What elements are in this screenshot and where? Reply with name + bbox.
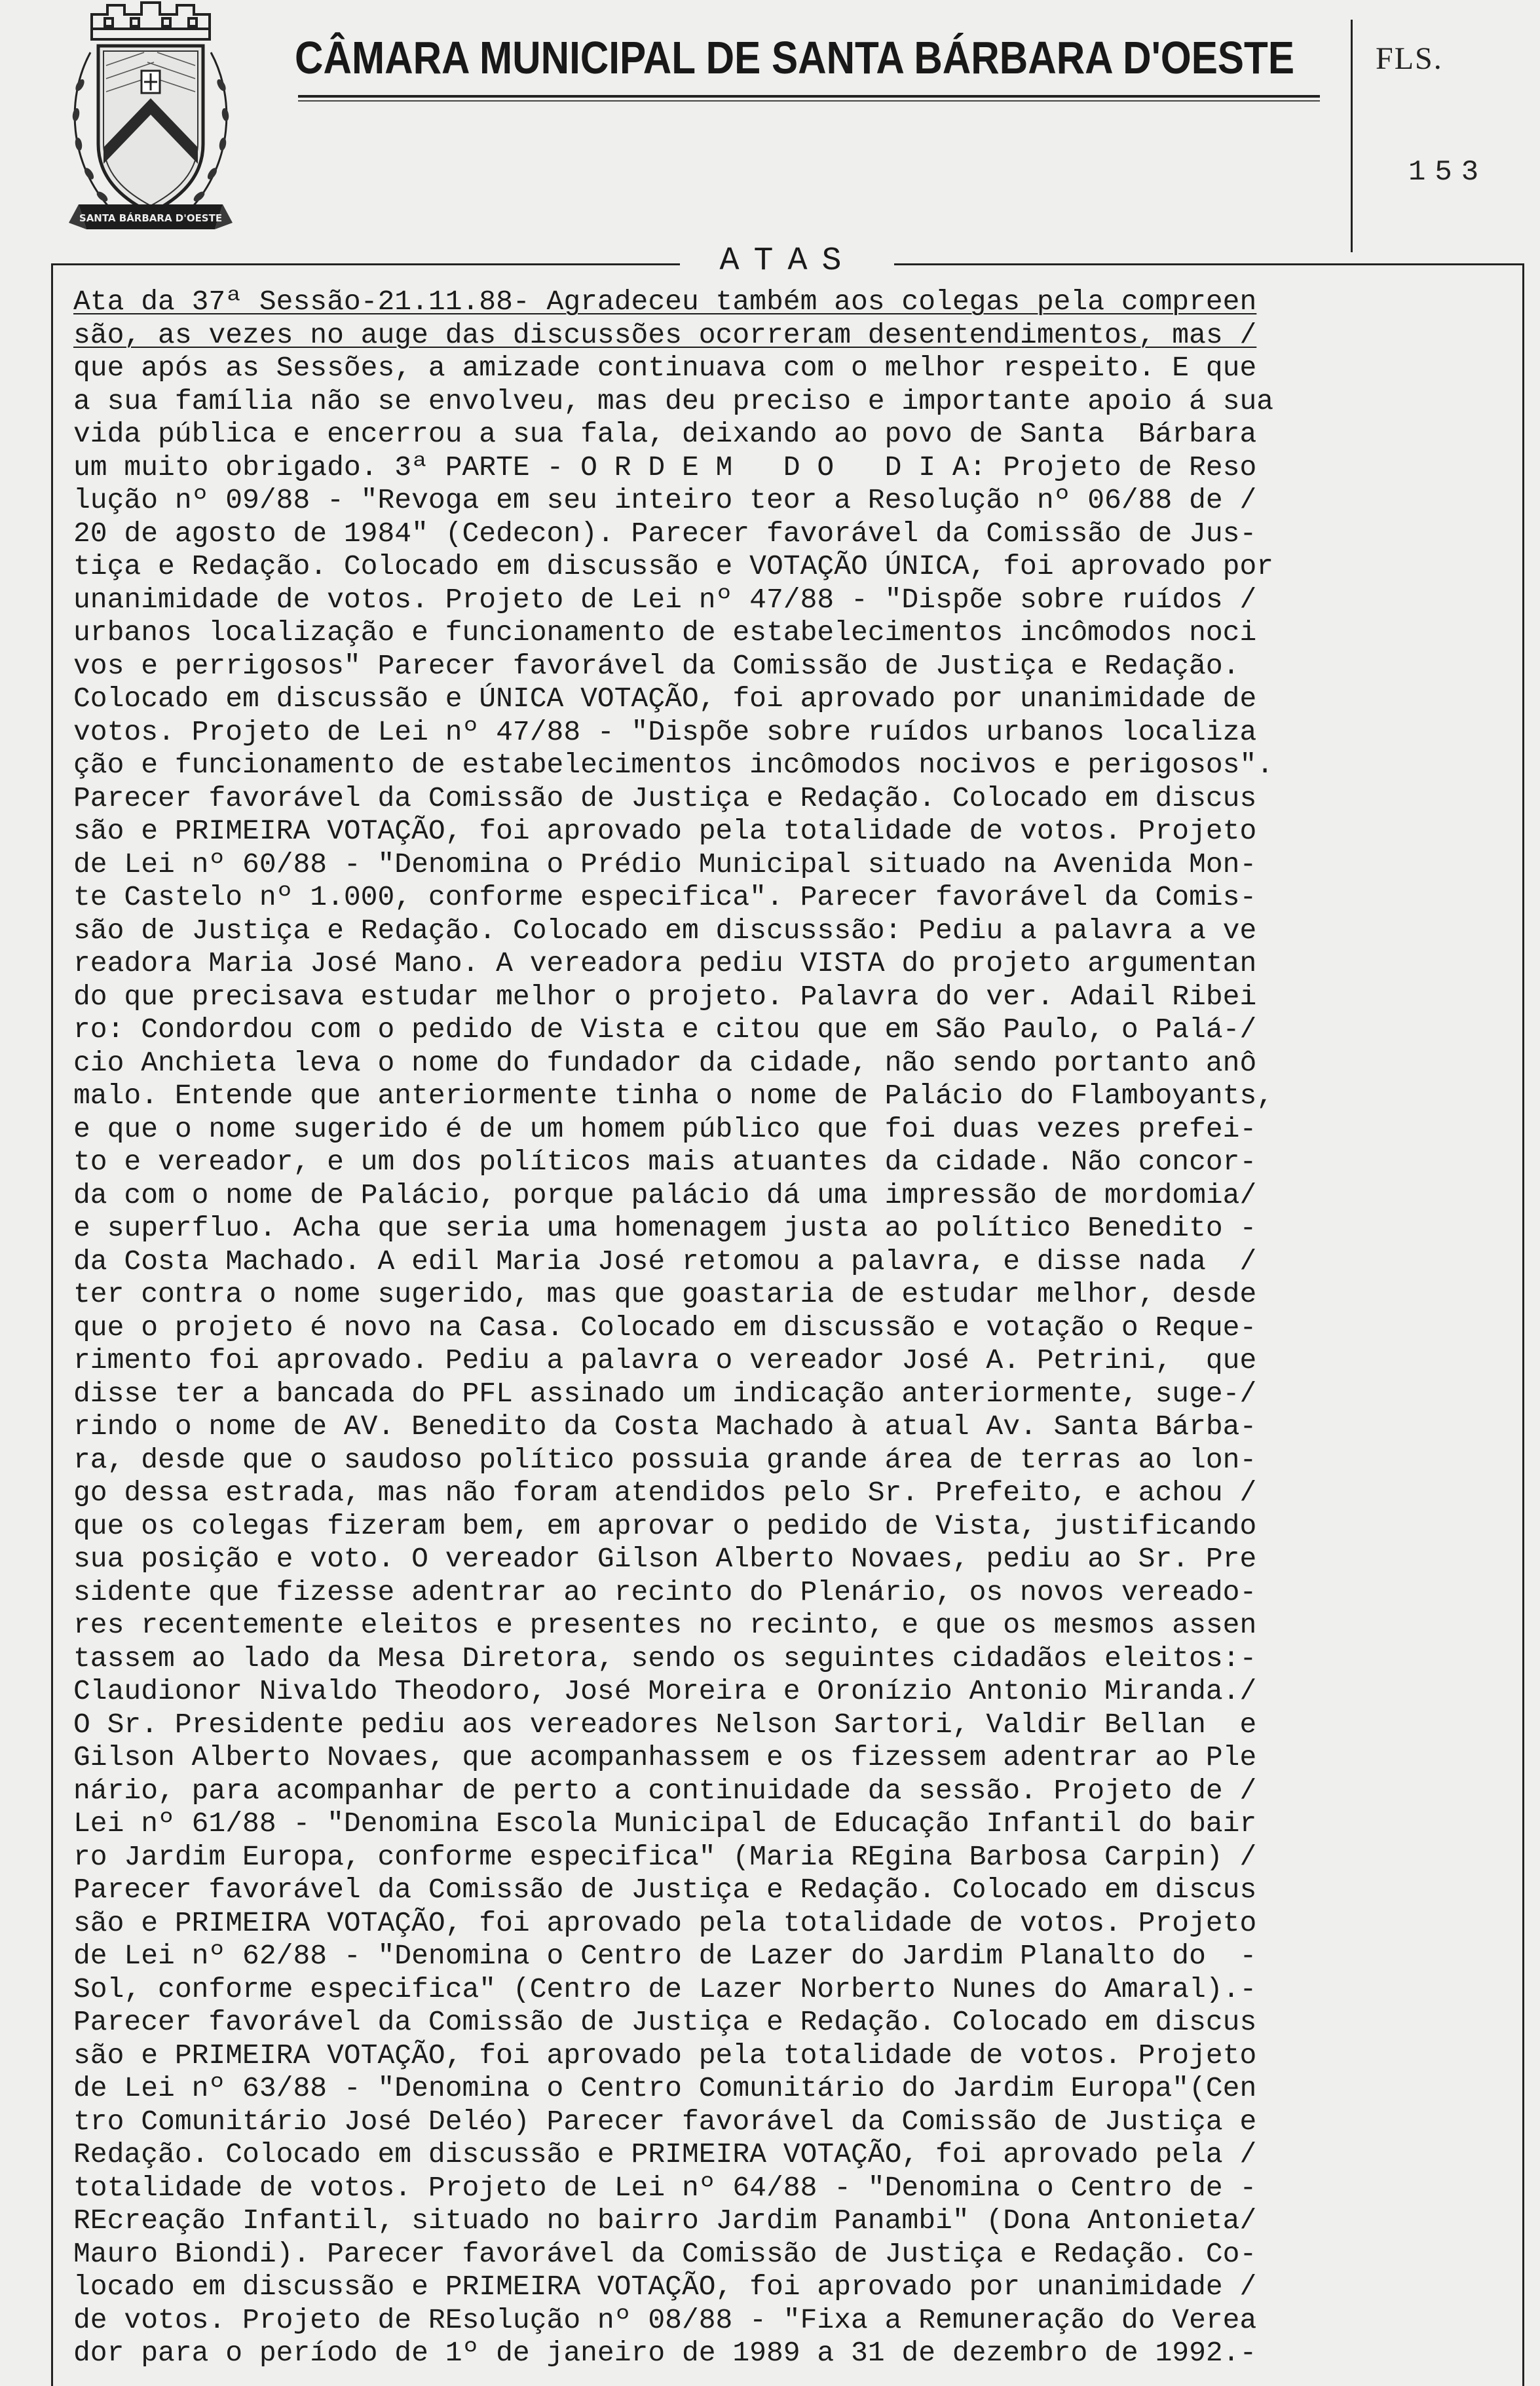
minutes-line: go dessa estrada, mas não foram atendidos pelo Sr. Prefeito, e achou / — [73, 1477, 1257, 1509]
minutes-line: Sol, conforme especifica" (Centro de Lazer Norberto Nunes do Amaral).- — [73, 1973, 1257, 2005]
minutes-line: nário, para acompanhar de perto a continuidade da sessão. Projeto de / — [73, 1774, 1257, 1807]
minutes-line: urbanos localização e funcionamento de estabelecimentos incômodos noci — [73, 616, 1257, 649]
minutes-line: res recentemente eleitos e presentes no recinto, e que os mesmos assen — [73, 1609, 1257, 1641]
minutes-line: vida pública e encerrou a sua fala, deixando ao povo de Santa Bárbara — [73, 418, 1257, 450]
minutes-line: dor para o período de 1º de janeiro de 1989 a 31 de dezembro de 1992.- — [73, 2337, 1257, 2369]
minutes-line: readora Maria José Mano. A vereadora pediu VISTA do projeto argumentan — [73, 947, 1257, 979]
minutes-line: REcreação Infantil, situado no bairro Jardim Panambi" (Dona Antonieta/ — [73, 2205, 1257, 2237]
minutes-line: disse ter a bancada do PFL assinado um indicação anteriormente, suge-/ — [73, 1377, 1257, 1410]
minutes-line: Parecer favorável da Comissão de Justiça e Redação. Colocado em discus — [73, 1874, 1257, 1906]
minutes-line: rimento foi aprovado. Pediu a palavra o vereador José A. Petrini, que — [73, 1344, 1257, 1376]
minutes-line: Lei nº 61/88 - "Denomina Escola Municipal de Educação Infantil do bair — [73, 1808, 1257, 1840]
minutes-line: lução nº 09/88 - "Revoga em seu inteiro teor a Resolução nº 06/88 de / — [73, 484, 1257, 516]
minutes-line: que após as Sessões, a amizade continuava com o melhor respeito. E que — [73, 352, 1257, 384]
minutes-line: unanimidade de votos. Projeto de Lei nº 47/88 - "Dispõe sobre ruídos / — [73, 583, 1257, 616]
minutes-line: que os colegas fizeram bem, em aprovar o pedido de Vista, justificando — [73, 1509, 1257, 1542]
minutes-line: totalidade de votos. Projeto de Lei nº 64/88 - "Denomina o Centro de - — [73, 2171, 1257, 2204]
minutes-line: de Lei nº 63/88 - "Denomina o Centro Comunitário do Jardim Europa"(Cen — [73, 2072, 1257, 2104]
minutes-line: de votos. Projeto de REsolução nº 08/88 - "Fixa a Remuneração do Verea — [73, 2303, 1257, 2336]
frame-top-border-left — [51, 263, 680, 265]
minutes-line: são de Justiça e Redação. Colocado em discusssão: Pediu a palavra a ve — [73, 914, 1257, 947]
frame-right-border — [1522, 263, 1524, 2386]
minutes-line: e superfluo. Acha que seria uma homenagem justa ao político Benedito - — [73, 1212, 1257, 1244]
minutes-line: Colocado em discussão e ÚNICA VOTAÇÃO, foi aprovado por unanimidade de — [73, 683, 1257, 715]
minutes-line: O Sr. Presidente pediu aos vereadores Nelson Sartori, Valdir Bellan e — [73, 1708, 1257, 1741]
minutes-line: um muito obrigado. 3ª PARTE - O R D E M D O D I A: Projeto de Reso — [73, 451, 1257, 483]
crest-ribbon-text: SANTA BÁRBARA D'OESTE — [79, 212, 223, 224]
minutes-line: to e vereador, e um dos políticos mais atuantes da cidade. Não concor- — [73, 1146, 1257, 1178]
minutes-line: tiça e Redação. Colocado em discussão e VOTAÇÃO ÚNICA, foi aprovado por — [73, 550, 1274, 582]
minutes-line: Parecer favorável da Comissão de Justiça e Redação. Colocado em discus — [73, 782, 1257, 814]
municipal-crest-emblem — [66, 0, 236, 246]
minutes-line: Ata da 37ª Sessão-21.11.88- Agradeceu também aos colegas pela compreen — [73, 286, 1257, 318]
minutes-line: Gilson Alberto Novaes, que acompanhassem e os fizessem adentrar ao Ple — [73, 1741, 1257, 1773]
minutes-line: ter contra o nome sugerido, mas que goastaria de estudar melhor, desde — [73, 1278, 1257, 1310]
minutes-line: de Lei nº 60/88 - "Denomina o Prédio Municipal situado na Avenida Mon- — [73, 848, 1257, 881]
section-title: ATAS — [719, 242, 856, 280]
minutes-line: e que o nome sugerido é de um homem público que foi duas vezes prefei- — [73, 1112, 1257, 1145]
minutes-line: vos e perrigosos" Parecer favorável da Comissão de Justiça e Redação. — [73, 649, 1240, 682]
minutes-line: ção e funcionamento de estabelecimentos incômodos nocivos e perigosos". — [73, 749, 1274, 781]
minutes-body — [73, 286, 1488, 2370]
institution-name: CÂMARA MUNICIPAL DE SANTA BÁRBARA D'OESTE — [295, 32, 1294, 83]
minutes-line: ro: Condordou com o pedido de Vista e citou que em São Paulo, o Palá-/ — [73, 1013, 1257, 1046]
minutes-line: Mauro Biondi). Parecer favorável da Comissão de Justiça e Redação. Co- — [73, 2237, 1257, 2270]
minutes-line: Claudionor Nivaldo Theodoro, José Moreira e Oronízio Antonio Miranda./ — [73, 1675, 1257, 1707]
header-rule-secondary — [298, 100, 1320, 102]
minutes-line: rindo o nome de AV. Benedito da Costa Machado à atual Av. Santa Bárba- — [73, 1411, 1257, 1443]
minutes-line: tassem ao lado da Mesa Diretora, sendo os seguintes cidadãos eleitos:- — [73, 1642, 1257, 1675]
minutes-line: ra, desde que o saudoso político possuia grande área de terras ao lon- — [73, 1443, 1257, 1476]
minutes-line: ro Jardim Europa, conforme especifica" (Maria REgina Barbosa Carpin) / — [73, 1840, 1257, 1873]
header-rule — [298, 95, 1320, 98]
frame-top-border-right — [894, 263, 1524, 265]
minutes-line: da com o nome de Palácio, porque palácio dá uma impressão de mordomia/ — [73, 1179, 1257, 1211]
minutes-line: da Costa Machado. A edil Maria José retomou a palavra, e disse nada / — [73, 1245, 1257, 1278]
minutes-line: te Castelo nº 1.000, conforme especifica". Parecer favorável da Comis- — [73, 881, 1257, 913]
frame-left-border — [51, 263, 53, 2386]
fls-label: FLS. — [1376, 41, 1443, 76]
minutes-line: cio Anchieta leva o nome do fundador da cidade, não sendo portanto anô — [73, 1046, 1257, 1079]
minutes-line: sidente que fizesse adentrar ao recinto do Plenário, os novos vereado- — [73, 1576, 1257, 1608]
minutes-line: Redação. Colocado em discussão e PRIMEIRA VOTAÇÃO, foi aprovado pela / — [73, 2138, 1257, 2170]
page-number: 153 — [1408, 156, 1488, 189]
minutes-line: do que precisava estudar melhor o projeto. Palavra do ver. Adail Ribei — [73, 980, 1257, 1013]
minutes-line: são e PRIMEIRA VOTAÇÃO, foi aprovado pela totalidade de votos. Projeto — [73, 1906, 1257, 1939]
minutes-line: de Lei nº 62/88 - "Denomina o Centro de Lazer do Jardim Planalto do - — [73, 1940, 1257, 1972]
minutes-line: são e PRIMEIRA VOTAÇÃO, foi aprovado pela totalidade de votos. Projeto — [73, 2039, 1257, 2072]
minutes-line: tro Comunitário José Deléo) Parecer favorável da Comissão de Justiça e — [73, 2105, 1257, 2138]
minutes-line: malo. Entende que anteriormente tinha o nome de Palácio do Flamboyants, — [73, 1080, 1274, 1112]
minutes-line: são, as vezes no auge das discussões ocorreram desentendimentos, mas / — [73, 318, 1257, 351]
minutes-line: votos. Projeto de Lei nº 47/88 - "Dispõe sobre ruídos urbanos localiza — [73, 715, 1257, 748]
minutes-line: que o projeto é novo na Casa. Colocado em discussão e votação o Reque- — [73, 1311, 1257, 1344]
minutes-line: sua posição e voto. O vereador Gilson Alberto Novaes, pediu ao Sr. Pre — [73, 1543, 1257, 1575]
minutes-line: 20 de agosto de 1984" (Cedecon). Parecer favorável da Comissão de Jus- — [73, 517, 1257, 550]
minutes-line: a sua família não se envolveu, mas deu preciso e importante apoio á sua — [73, 385, 1274, 417]
minutes-line: Parecer favorável da Comissão de Justiça e Redação. Colocado em discus — [73, 2006, 1257, 2038]
minutes-line: locado em discussão e PRIMEIRA VOTAÇÃO, foi aprovado por unanimidade / — [73, 2271, 1257, 2303]
minutes-line: são e PRIMEIRA VOTAÇÃO, foi aprovado pela totalidade de votos. Projeto — [73, 815, 1257, 847]
header-vertical-divider — [1351, 20, 1353, 252]
